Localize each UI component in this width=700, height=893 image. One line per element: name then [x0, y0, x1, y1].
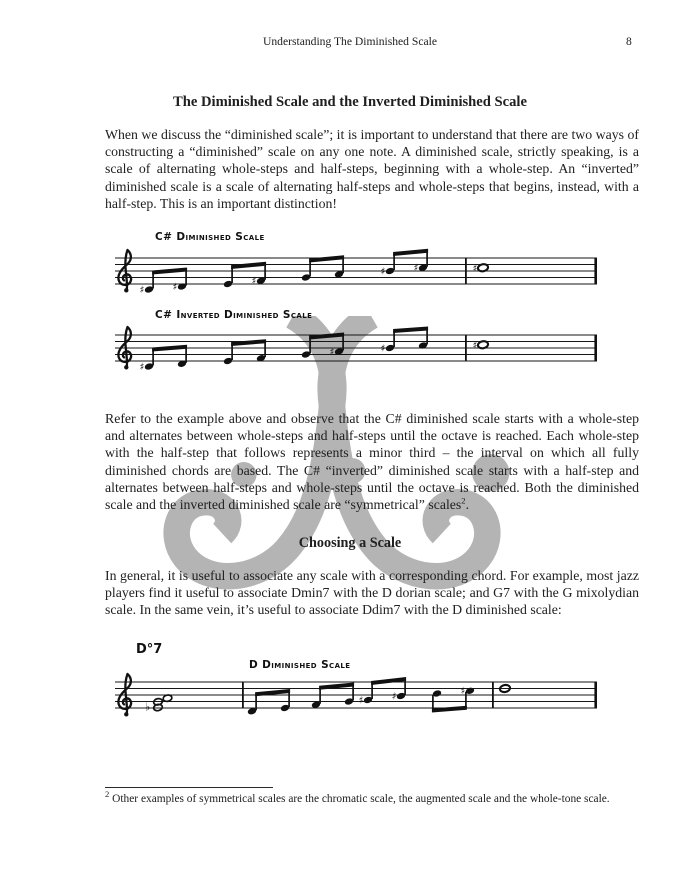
paragraph-explanation-tail: . — [465, 497, 470, 513]
barline — [492, 682, 494, 708]
footnote — [105, 789, 645, 807]
treble-clef-ball — [124, 365, 128, 369]
beam — [231, 262, 266, 269]
staff3-caption: D Diminished Scale — [249, 659, 351, 671]
beam — [309, 255, 344, 262]
barline — [465, 258, 467, 284]
sharp-icon: ♯ — [139, 361, 145, 373]
final-barline — [594, 682, 597, 708]
section-title-choosing: Choosing a Scale — [298, 535, 402, 551]
beam — [393, 327, 428, 334]
beam — [371, 677, 406, 685]
beam — [393, 249, 428, 256]
footnote-reference-mark: 2 — [461, 495, 466, 506]
treble-clef-ball — [124, 288, 128, 292]
sharp-icon: ♯ — [139, 284, 145, 296]
sharp-icon: ♯ — [472, 263, 478, 275]
treble-clef-ball — [124, 712, 128, 716]
chord-symbol: D°7 — [136, 642, 163, 657]
paragraph-choosing: In general, it is useful to associate any scale with a corresponding chord. For example, most jazz players find it useful to associate Dmin7 with the D dorian scale; and G7 with the G mixolydian scale. In the same vein, it’s useful to associate Ddim7 with the D diminished scale: — [105, 568, 639, 618]
final-barline — [594, 335, 597, 361]
staff3-notation — [115, 664, 597, 722]
section-title-main: The Diminished Scale and the Inverted Diminished Scale — [173, 94, 527, 110]
treble-clef-icon — [118, 674, 131, 713]
footnote-separator — [105, 787, 273, 788]
staff2-notation — [115, 317, 597, 375]
footnote-text: Other examples of symmetrical scales are the chromatic scale, the augmented scale and the whole-tone scale. — [112, 793, 610, 805]
sharp-icon: ♯ — [472, 340, 478, 352]
staff1-notation — [115, 240, 597, 298]
page-number: 8 — [626, 35, 632, 48]
sharp-icon: ♯ — [358, 695, 364, 707]
sharp-icon: ♯ — [251, 276, 257, 288]
sharp-icon: ♯ — [460, 686, 466, 698]
sharp-icon: ♯ — [413, 263, 419, 275]
barline — [465, 335, 467, 361]
beam — [152, 345, 187, 352]
flat-icon: ♭ — [145, 700, 151, 714]
whole-note — [477, 340, 488, 349]
staff2-caption: C# Inverted Diminished Scale — [155, 309, 313, 321]
treble-clef-icon — [118, 250, 131, 289]
footnote-number: 2 — [105, 789, 110, 800]
beam — [231, 339, 266, 346]
sharp-icon: ♯ — [329, 346, 335, 358]
paragraph-explanation-text: Refer to the example above and observe that the C# diminished scale starts with a whole-step and alternates between whole-steps and half-steps until the octave is reached. Each whole-step with the half-step that follows represents a minor third – the interval on which all fully diminished chords are based. The C# “inverted” diminished scale starts with a half-step and alternates between half-steps and whole-steps until the octave is reached. Both the diminished scale and the inverted diminished scale are “symmetrical” scales — [105, 411, 639, 513]
beam — [432, 706, 467, 713]
sharp-icon: ♯ — [172, 281, 178, 293]
whole-note — [477, 263, 488, 272]
treble-clef-icon — [118, 327, 131, 366]
barline — [242, 682, 244, 708]
sharp-icon: ♯ — [380, 266, 386, 278]
final-barline — [594, 258, 597, 284]
beam — [309, 333, 344, 340]
staff1-caption: C# Diminished Scale — [155, 231, 265, 243]
sharp-icon: ♯ — [391, 691, 397, 703]
beam — [152, 268, 187, 275]
sharp-icon: ♯ — [380, 343, 386, 355]
running-header: Understanding The Diminished Scale — [263, 35, 437, 48]
paragraph-intro: When we discuss the “diminished scale”; it is important to understand that there are two ways of constructing a “diminished” scale on any one note. A diminished scale, strictly speaking, is a scale of alternating whole-steps and half-steps, beginning with a whole-step. An “inverted” diminished scale is a scale of alternating half-steps and whole-steps that begins, instead, with a half-step. This is an important distinction! — [105, 127, 639, 211]
paragraph-explanation — [105, 410, 639, 513]
